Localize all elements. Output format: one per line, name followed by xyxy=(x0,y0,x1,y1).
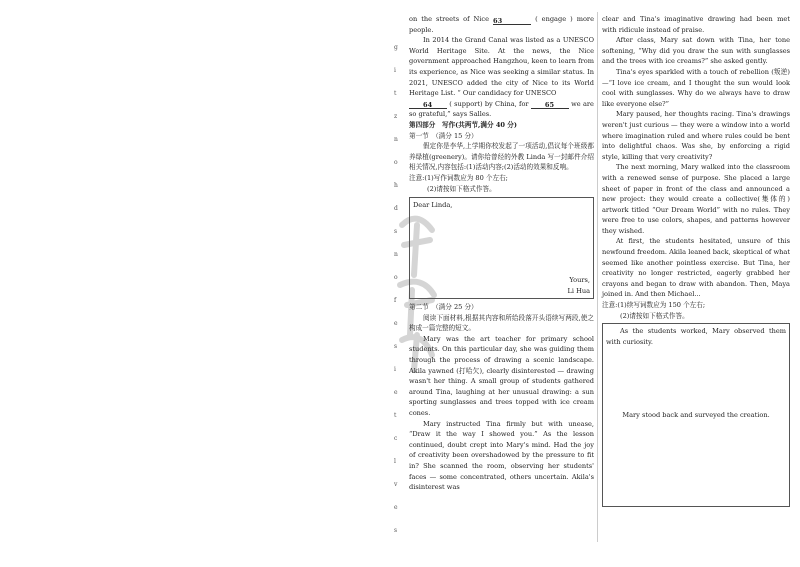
margin-char: o xyxy=(394,274,398,281)
margin-char: s xyxy=(394,343,398,350)
passage-tail xyxy=(409,14,594,35)
story-paragraph: Mary was the art teacher for primary school students. On this particular day, she was guiding them through the process of drawing a scenic landscape. Akila yawned (打哈欠), clearly disinterested — drawing wasn't her thing. A small group of students gathered around Tina, laughing at her unusual drawing: a sun sporting sunglasses and trees topped with ice cream cones. xyxy=(409,334,594,418)
passage-text: ( support) by China, for xyxy=(449,99,529,108)
column-divider xyxy=(597,12,598,542)
signature-name: Li Hua xyxy=(567,286,590,295)
section-heading: 第二节 （满分 25 分） xyxy=(409,303,478,312)
passage-text: In 2014 the Grand Canal was listed as a UNESCO World Heritage Site. At the news, the Nice government approached Hangzhou, keen to learn from its experience, as Nice was seeking a similar status. In 2021, UNESCO added the city of Nice to its World Heritage List. “ Our candidacy for UNESCO xyxy=(409,36,594,98)
note-line: 注意:(1)写作词数应为 80 个左右; xyxy=(409,173,508,182)
passage-text: ( engage ) more people. xyxy=(409,15,594,34)
story-paragraph: After class, Mary sat down with Tina, her tone softening, “Why did you draw the sun with sunglasses and the trees with ice creams?” she asked gently. xyxy=(602,36,790,66)
task-prompt: 假定你是李华,上学期你校发起了一项活动,倡议每个班级都养绿植(greenery)。请你给曾经的外教 Linda 写一封邮件介绍相关情况,内容包括:(1)活动内容;(2)活动的效果和反响。 xyxy=(409,142,594,172)
margin-char: e xyxy=(394,389,398,396)
note-line: (2)请按如下格式作答。 xyxy=(427,184,496,193)
passage-paragraph xyxy=(409,35,594,120)
story-paragraph: clear and Tina's imaginative drawing had been met with ridicule instead of praise. xyxy=(602,15,790,34)
story-paragraph: Tina's eyes sparkled with a touch of rebellion (叛逆)—“I love ice cream, and I thought the sun would look cool with sunglasses. Why do we always have to draw like everyone else?” xyxy=(602,67,790,108)
story-paragraph: Mary instructed Tina firmly but with unease, “Draw it the way I showed you.” As the lesson continued, doubt crept into Mary's mind. Had the joy of creativity been overshadowed by the pressure to fit in? She scanned the room, observing her students' faces — some concentrated, others uncertain. Akila's disinterest was xyxy=(409,419,594,492)
margin-char: l xyxy=(394,458,396,465)
part-heading: 第四部分 写作(共两节,满分 40 分) xyxy=(409,120,518,129)
margin-char: c xyxy=(394,435,398,442)
box-opening-line: As the students worked, Mary observed them with curiosity. xyxy=(606,327,786,346)
section-heading: 第一节 （满分 15 分） xyxy=(409,131,478,140)
story-paragraph: At first, the students hesitated, unsure of this newfound freedom. Akila leaned back, skeptical of what seemed like another pointless exercise. But Tina, her creativity no longer restricted, eagerly grabbed her crayons and began to draw with abandon. Then, Maya joined in. And then Michael... xyxy=(602,237,790,299)
passage-text: we are so grateful,” says Salles. xyxy=(409,99,594,119)
margin-char: t xyxy=(394,90,397,97)
margin-char: i xyxy=(394,67,396,74)
margin-char: s xyxy=(394,228,398,235)
task-prompt: 阅读下面材料,根据其内容和所给段落开头语续写两段,使之构成一篇完整的短文。 xyxy=(409,313,594,333)
right-column xyxy=(602,14,790,507)
box-second-opening: Mary stood back and surveyed the creation. xyxy=(622,411,770,420)
margin-char: n xyxy=(394,136,398,143)
blank-65[interactable]: 65 xyxy=(531,100,569,109)
letter-answer-box[interactable] xyxy=(409,197,594,299)
blank-64[interactable]: 64 xyxy=(409,100,447,109)
story-paragraph: Mary paused, her thoughts racing. Tina's drawings weren't just curious — they were a window into a world where imagination ruled and where rules could be bent into delightful chaos. Was she, by enforcing a rigid style, killing that very creativity? xyxy=(602,110,790,161)
note-line: (2)请按如下格式作答。 xyxy=(620,311,689,320)
margin-char: v xyxy=(394,481,398,488)
story-paragraph: The next morning, Mary walked into the classroom with a renewed sense of purpose. She placed a large sheet of paper in front of the class and announced a new project: they would create a collective(集体的) artwork titled “Our Dream World” with no rules. They were free to use colors, shapes, and patterns however they wished. xyxy=(602,163,790,235)
letter-signature xyxy=(567,275,590,296)
margin-char: o xyxy=(394,159,398,166)
margin-char: s xyxy=(394,527,398,534)
margin-char: t xyxy=(394,412,397,419)
margin-char: z xyxy=(394,113,398,120)
passage-text: on the streets of Nice xyxy=(409,15,490,23)
margin-char: e xyxy=(394,504,398,511)
margin-char: h xyxy=(394,182,398,189)
margin-char: e xyxy=(394,320,398,327)
signature-line: Yours, xyxy=(569,275,590,284)
blank-63[interactable]: 63 xyxy=(493,16,531,25)
note-line: 注意:(1)续写词数应为 150 个左右; xyxy=(602,301,706,310)
letter-greeting: Dear Linda, xyxy=(413,201,453,210)
margin-char: d xyxy=(394,205,398,212)
margin-char: i xyxy=(394,366,396,373)
margin-char: f xyxy=(394,297,397,304)
continuation-answer-box[interactable] xyxy=(602,323,790,507)
margin-char: g xyxy=(394,44,398,51)
margin-char: n xyxy=(394,251,398,258)
left-column xyxy=(409,14,594,493)
